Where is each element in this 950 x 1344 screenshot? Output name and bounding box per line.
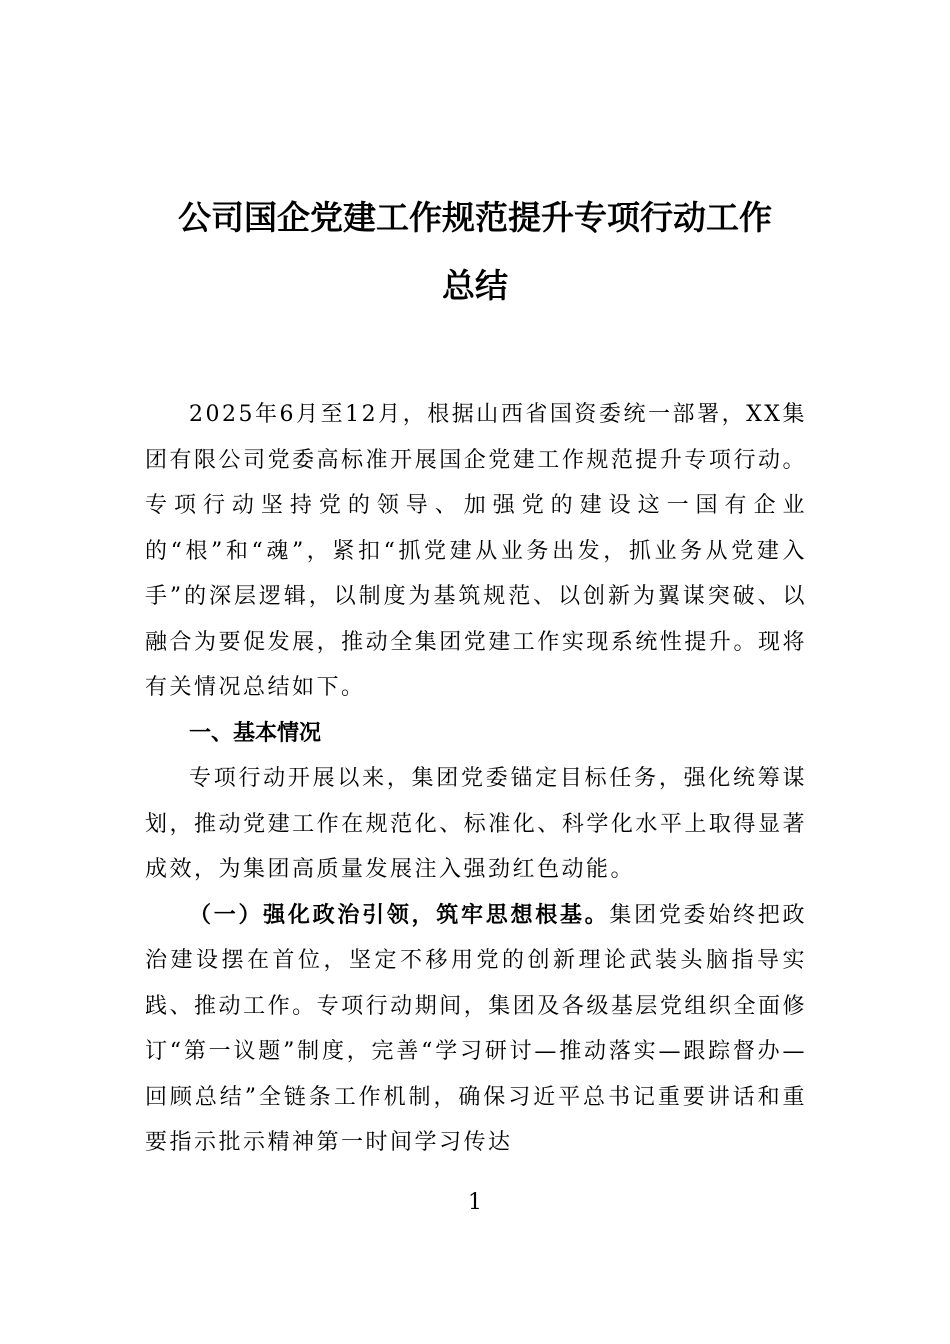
- subsection-lead-heading: （一）强化政治引领，筑牢思想根基。: [189, 901, 610, 928]
- document-title-line-2: 总结: [442, 266, 508, 305]
- section-paragraph: 专项行动开展以来，集团党委锚定目标任务，强化统筹谋划，推动党建工作在规范化、标准化、科学化水平上取得显著成效，为集团高质量发展注入强劲红色动能。: [145, 766, 807, 882]
- document-body: [145, 392, 807, 1166]
- section-heading-basic-situation: 一、基本情况: [189, 720, 322, 746]
- subsection-paragraph: [145, 893, 807, 1166]
- intro-paragraph: 2025年6月至12月，根据山西省国资委统一部署，XX集团有限公司党委高标准开展国企党建工作规范提升专项行动。专项行动坚持党的领导、加强党的建设这一国有企业的“根”和“魂”，紧扣“抓党建从业务出发，抓业务从党建入手”的深层逻辑，以制度为基筑规范、以创新为翼谋突破、以融合为要促发展，推动全集团党建工作实现系统性提升。现将有关情况总结如下。: [145, 402, 807, 700]
- page-number: 1: [468, 1190, 482, 1215]
- subsection-text: 集团党委始终把政治建设摆在首位，坚定不移用党的创新理论武装头脑指导实践、推动工作。专项行动期间，集团及各级基层党组织全面修订“第一议题”制度，完善“学习研讨—推动落实—跟踪督办—回顾总结”全链条工作机制，确保习近平总书记重要讲话和重要指示批示精神第一时间学习传达: [145, 902, 807, 1155]
- document-title-line-1: 公司国企党建工作规范提升专项行动工作: [178, 198, 772, 237]
